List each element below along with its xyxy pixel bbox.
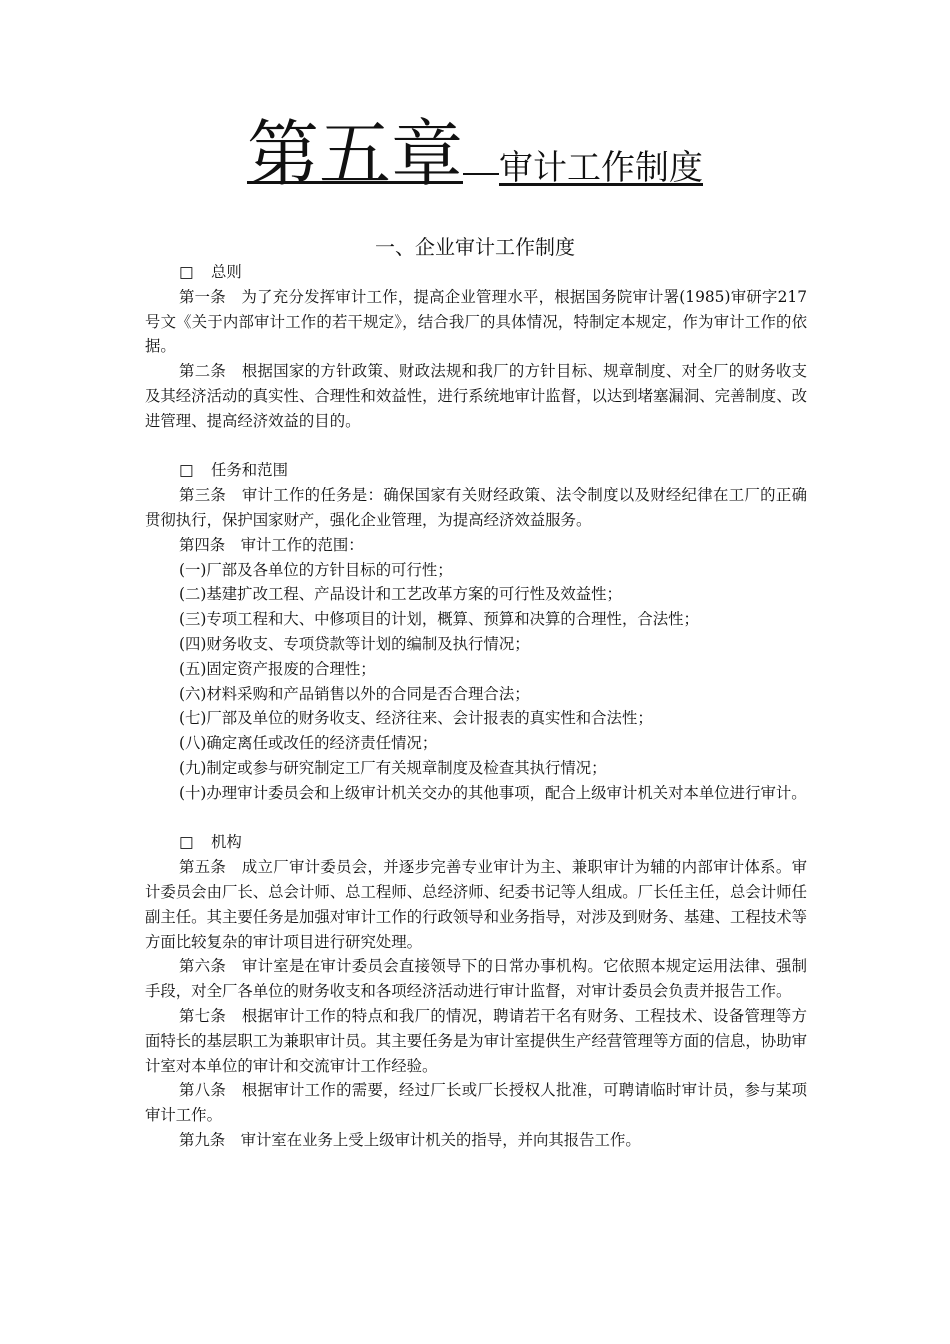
scope-item: (三)专项工程和大、中修项目的计划，概算、预算和决算的合理性，合法性；	[179, 610, 699, 629]
chapter-title	[0, 112, 950, 196]
scope-item: (七)厂部及单位的财务收支、经济往来、会计报表的真实性和合法性；	[179, 709, 653, 728]
article-7: 第七条 根据审计工作的特点和我厂的情况，聘请若干名有财务、工程技术、设备管理等方面特长的基层职工为兼职审计员。其主要任务是为审计室提供生产经营管理等方面的信息，协助审计室对本单位的审计和交流审计工作经验。	[145, 1006, 807, 1075]
subsection-heading-organization	[145, 830, 807, 855]
article-8: 第八条 根据审计工作的需要，经过厂长或厂长授权人批准，可聘请临时审计员，参与某项审计工作。	[145, 1081, 807, 1125]
heading-text: 总则	[211, 263, 242, 281]
section-title: 一、企业审计工作制度	[375, 235, 575, 259]
subsection-heading-general	[145, 260, 807, 285]
article-3: 第三条 审计工作的任务是：确保国家有关财经政策、法令制度以及财经纪律在工厂的正确贯彻执行，保护国家财产，强化企业管理，为提高经济效益服务。	[145, 486, 807, 529]
scope-item: (六)材料采购和产品销售以外的合同是否合理合法；	[179, 684, 530, 703]
scope-item: (二)基建扩改工程、产品设计和工艺改革方案的可行性及效益性；	[179, 585, 622, 604]
heading-text: 机构	[211, 833, 242, 852]
document-body	[145, 260, 807, 1153]
checkbox-square-icon: □	[179, 263, 194, 281]
scope-item: (五)固定资产报废的合理性；	[179, 659, 376, 678]
checkbox-square-icon: □	[179, 461, 194, 480]
article-5: 第五条 成立厂审计委员会，并逐步完善专业审计为主、兼职审计为辅的内部审计体系。审计委员会由厂长、总会计师、总工程师、总经济师、纪委书记等人组成。厂长任主任，总会计师任副主任。其主要任务是加强对审计工作的行政领导和业务指导，对涉及到财务、基建、工程技术等方面比较复杂的审计项目进行研究处理。	[145, 858, 807, 951]
scope-item: (十)办理审计委员会和上级审计机关交办的其他事项，配合上级审计机关对本单位进行审计。	[179, 783, 807, 802]
article-1: 第一条 为了充分发挥审计工作，提高企业管理水平，根据国务院审计署(1985)审研字217号文《关于内部审计工作的若干规定》，结合我厂的具体情况，特制定本规定，作为审计工作的依据。	[145, 287, 807, 356]
spacer	[145, 434, 807, 459]
scope-item: (八)确定离任或改任的经济责任情况；	[179, 734, 438, 753]
chapter-subtitle: 审计工作制度	[499, 148, 703, 188]
title-underline-gap	[463, 173, 499, 175]
scope-item: (四)财务收支、专项贷款等计划的编制及执行情况；	[179, 634, 530, 653]
article-6: 第六条 审计室是在审计委员会直接领导下的日常办事机构。它依照本规定运用法律、强制手段，对全厂各单位的财务收支和各项经济活动进行审计监督，对审计委员会负责并报告工作。	[145, 957, 807, 1001]
heading-text: 任务和范围	[211, 461, 288, 480]
article-2: 第二条 根据国家的方针政策、财政法规和我厂的方针目标、规章制度、对全厂的财务收支及其经济活动的真实性、合理性和效益性，进行系统地审计监督，以达到堵塞漏洞、完善制度、改进管理、提高经济效益的目的。	[145, 362, 807, 430]
chapter-number: 第五章	[246, 112, 463, 196]
checkbox-square-icon: □	[179, 833, 194, 852]
article-9: 第九条 审计室在业务上受上级审计机关的指导，并向其报告工作。	[179, 1130, 641, 1149]
scope-item: (九)制定或参与研究制定工厂有关规章制度及检查其执行情况；	[179, 758, 607, 777]
spacer	[145, 806, 807, 831]
subsection-heading-tasks	[145, 458, 807, 483]
article-4: 第四条 审计工作的范围：	[179, 535, 364, 554]
scope-item: (一)厂部及各单位的方针目标的可行性；	[179, 560, 453, 579]
